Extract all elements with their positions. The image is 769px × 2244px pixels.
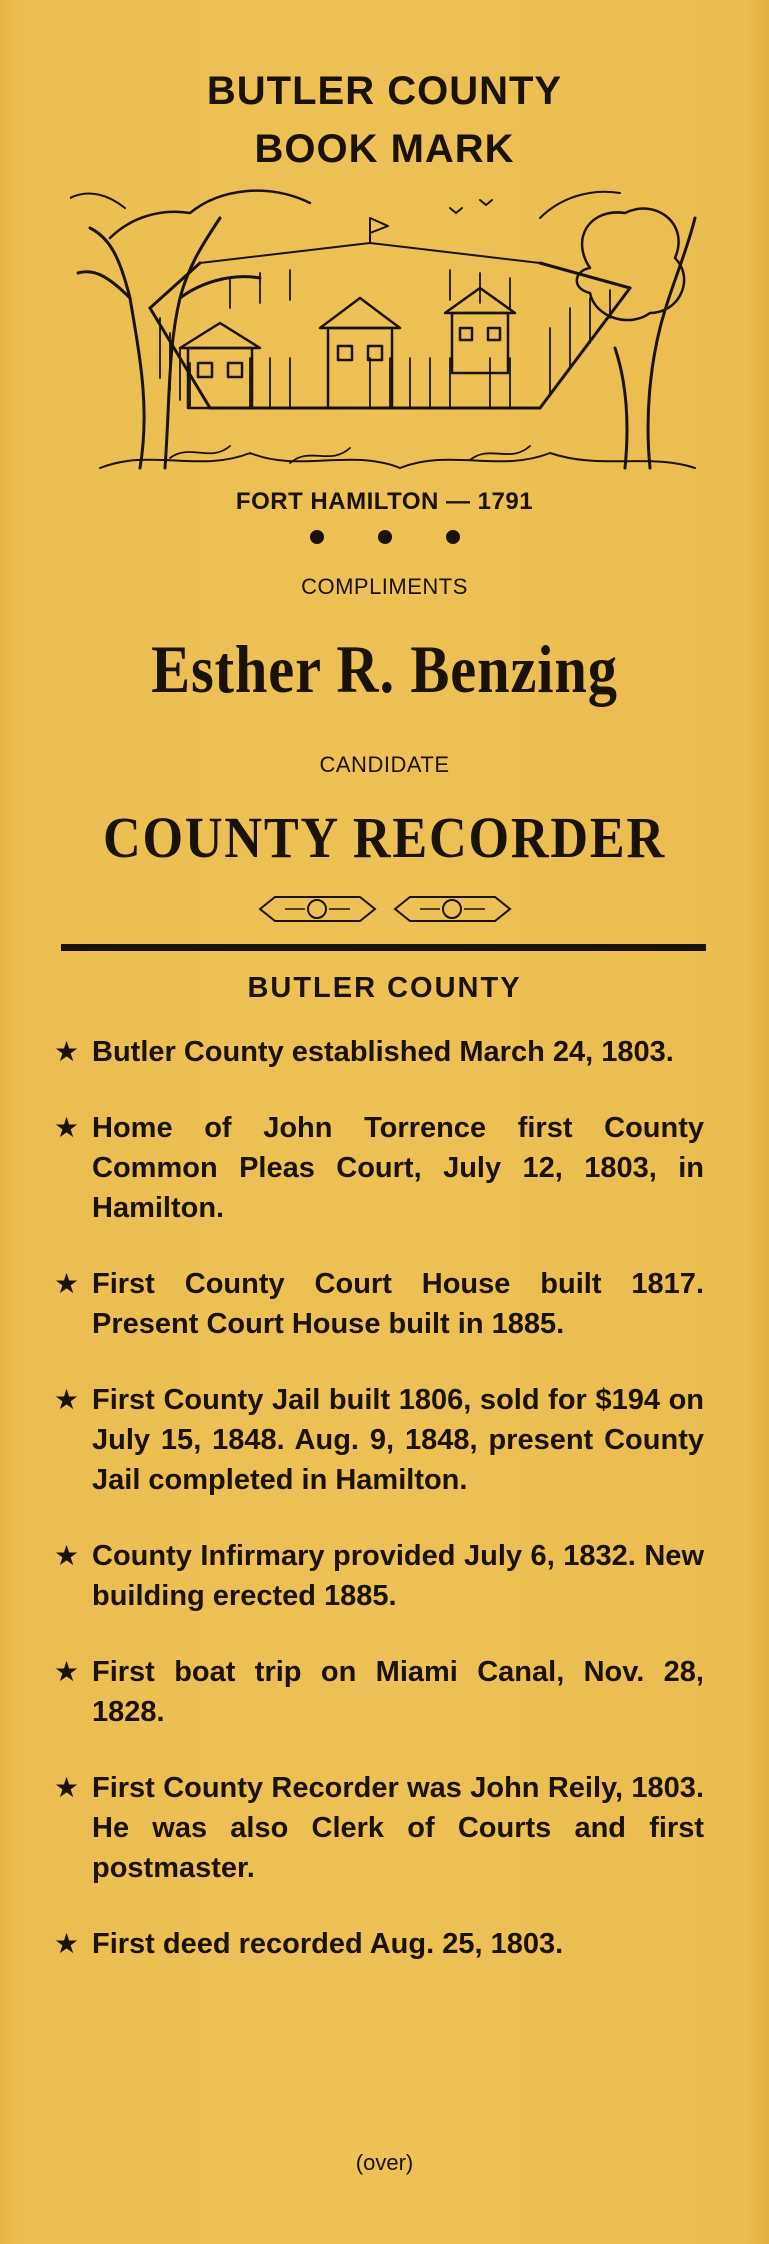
title-line-2: BOOK MARK xyxy=(254,127,515,171)
star-icon: ★ xyxy=(54,1772,80,1803)
list-item xyxy=(54,1380,704,1500)
dot-icon xyxy=(378,530,392,544)
candidate-name: Esther R. Benzing xyxy=(151,631,618,707)
office-title: COUNTY RECORDER xyxy=(102,805,667,870)
star-icon: ★ xyxy=(54,1112,80,1143)
dot-icon xyxy=(310,530,324,544)
over-note: (over) xyxy=(355,2150,414,2175)
fact-text: First deed recorded Aug. 25, 1803. xyxy=(92,1928,564,1960)
list-item xyxy=(54,1032,704,1072)
star-icon: ★ xyxy=(54,1928,80,1959)
list-item xyxy=(54,1652,704,1732)
list-item xyxy=(54,1108,704,1228)
star-icon: ★ xyxy=(54,1656,80,1687)
candidate-label: CANDIDATE xyxy=(319,752,450,777)
divider xyxy=(61,944,706,951)
illustration-caption: FORT HAMILTON — 1791 xyxy=(235,488,534,515)
facts-list xyxy=(54,1032,704,2000)
fort-drawing-icon xyxy=(70,178,700,478)
fact-text: First County Recorder was John Reily, 1803. He was also Clerk of Courts and first postmaster. xyxy=(92,1772,704,1884)
star-icon: ★ xyxy=(54,1384,80,1415)
section-title: BUTLER COUNTY xyxy=(247,972,522,1004)
fact-text: Butler County established March 24, 1803. xyxy=(92,1036,674,1068)
fact-text: County Infirmary provided July 6, 1832. New building erected 1885. xyxy=(92,1540,704,1612)
fact-text: First County Court House built 1817. Present Court House built in 1885. xyxy=(92,1268,704,1340)
title-line-1: BUTLER COUNTY xyxy=(206,69,563,113)
dot-icon xyxy=(446,530,460,544)
fact-text: First boat trip on Miami Canal, Nov. 28, 1828. xyxy=(92,1656,704,1728)
list-item xyxy=(54,1924,704,1964)
list-item xyxy=(54,1536,704,1616)
list-item xyxy=(54,1768,704,1888)
list-item xyxy=(54,1264,704,1344)
star-icon: ★ xyxy=(54,1268,80,1299)
star-icon: ★ xyxy=(54,1540,80,1571)
fact-text: First County Jail built 1806, sold for $194 on July 15, 1848. Aug. 9, 1848, present County Jail completed in Hamilton. xyxy=(92,1384,704,1496)
bookmark-title xyxy=(0,62,769,178)
dot-separator xyxy=(0,530,769,544)
star-icon: ★ xyxy=(54,1036,80,1067)
union-label-icon xyxy=(255,894,515,924)
compliments-label: COMPLIMENTS xyxy=(301,574,468,599)
fact-text: Home of John Torrence first County Common Pleas Court, July 12, 1803, in Hamilton. xyxy=(92,1112,704,1224)
